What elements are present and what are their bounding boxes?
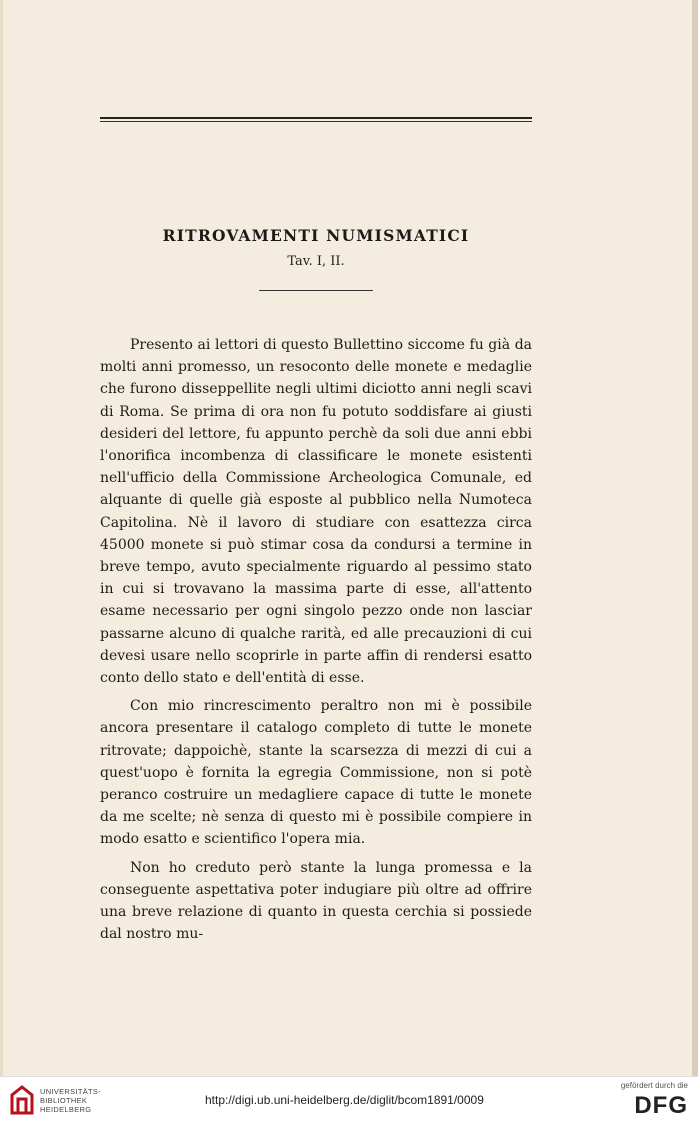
header-rule-thick	[100, 117, 532, 119]
dfg-logo[interactable]: DFG	[634, 1092, 688, 1119]
viewer-footer	[0, 1076, 698, 1126]
paragraph: Presento ai lettori di questo Bullettino siccome fu già da molti anni promesso, un resoconto delle monete e medaglie che furono disseppellite negli ultimi diciotto anni negli scavi di Roma. Se prima di ora non fu potuto soddisfare ai giusti desideri del lettore, fu appunto perchè da soli due anni ebbi l'onorifica incombenza di classificare le monete esistenti nell'ufficio della Commissione Archeologica Comunale, ed alquante di quelle già esposte al pubblico nella Numoteca Capitolina. Nè il lavoro di studiare con esattezza circa 45000 monete si può stimar cosa da condursi a termine in breve tempo, avuto specialmente riguardo al pessimo stato in cui si trovavano la massima parte di esse, all'attento esame necessario per ogni singolo pezzo onde non lasciar passarne alcuno di qualche rarità, ed alle precauzioni di cui devesi usare nello scoprirle in parte affin di rendersi esatto conto dello stato e dell'entità di esse.	[100, 337, 532, 687]
funding-note: gefördert durch die	[620, 1081, 688, 1090]
article-body	[100, 334, 532, 951]
library-name[interactable]: UNIVERSITÄTS- BIBLIOTHEK HEIDELBERG	[40, 1087, 101, 1114]
paragraph: Non ho creduto però stante la lunga promessa e la conseguente aspettativa poter indugiare più oltre ad offrire una breve relazione di quanto in questa cerchia si possiede dal nostro mu-	[100, 859, 532, 943]
title-divider	[259, 290, 373, 291]
paragraph: Con mio rincrescimento peraltro non mi è possibile ancora presentare il catalogo completo di tutte le monete ritrovate; dappoichè, stante la scarsezza di mezzi di cui a quest'uopo è fornita la egregia Commissione, non si potè peranco costruire un medagliere capace di tutte le monete da me scelte; nè senza di questo mi è possibile compiere in modo esatto e scientifico l'opera mia.	[100, 698, 532, 848]
plate-reference: Tav. I, II.	[287, 254, 345, 269]
article-title: RITROVAMENTI NUMISMATICI	[162, 226, 470, 245]
university-library-logo-icon[interactable]	[10, 1085, 34, 1115]
header-rule-thin	[100, 121, 532, 122]
permalink-url[interactable]: http://digi.ub.uni-heidelberg.de/diglit/bcom1891/0009	[205, 1093, 484, 1107]
